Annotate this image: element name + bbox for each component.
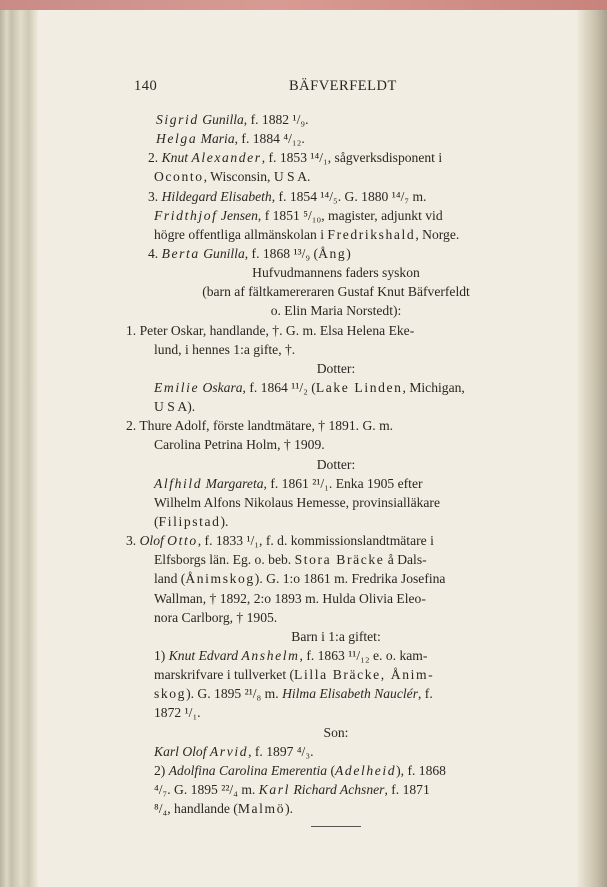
text-line xyxy=(126,416,546,435)
text-run: Fredrikshald xyxy=(327,226,416,242)
text-line xyxy=(126,244,546,263)
text-run: Adelheid xyxy=(335,762,397,778)
text-line xyxy=(126,780,546,799)
text-run: Alexander xyxy=(191,150,262,166)
text-line xyxy=(126,531,546,550)
text-line xyxy=(126,435,546,454)
text-run: 3. xyxy=(126,533,140,549)
text-run: Ång xyxy=(318,245,347,261)
text-run: , f. 1861 ²¹/₁. Enka 1905 efter xyxy=(263,475,423,491)
text-run: , f. 1882 ¹/₉. xyxy=(243,112,309,127)
text-run: Fridthjof xyxy=(154,207,218,223)
text-run: , f. 1854 ¹⁴/₅. G. 1880 ¹⁴/₇ m. xyxy=(271,188,427,204)
closing-rule xyxy=(311,826,361,827)
text-run: Knut xyxy=(168,647,196,663)
text-run: skog xyxy=(154,686,187,702)
text-line xyxy=(126,397,546,416)
text-run: Jensen xyxy=(220,207,258,223)
text-run: Wilhelm Alfons Nikolaus Hemesse, provinsialläkare xyxy=(154,494,440,510)
text-line xyxy=(126,206,546,225)
text-line xyxy=(126,723,546,742)
text-run: Oconto xyxy=(154,169,204,185)
text-run: 2) xyxy=(154,762,169,778)
text-run: marskrifvare i tullverket ( xyxy=(154,667,295,683)
text-run: Alfhild xyxy=(154,475,203,491)
text-run: Knut xyxy=(161,150,189,166)
page-number: 140 xyxy=(134,78,158,94)
text-run: , f. 1897 ⁴/₃. xyxy=(248,743,314,759)
text-run: högre offentliga allmänskolan i xyxy=(154,226,328,242)
text-line xyxy=(126,569,546,588)
text-run: 2. xyxy=(148,150,162,166)
text-run: ). xyxy=(285,801,294,817)
text-run: ). G. 1:o 1861 m. Fredrika Josefina xyxy=(254,571,446,587)
text-run: 4. xyxy=(148,245,162,261)
text-run: Gunilla xyxy=(202,112,244,127)
text-line xyxy=(126,225,546,244)
book-page xyxy=(38,10,577,887)
text-run: o. Elin Maria Norstedt): xyxy=(270,303,402,319)
text-run: , f. 1833 ¹/₁, f. d. kommissionslandtmätare i xyxy=(197,533,434,549)
text-run: 1. Peter Oskar, handlande, †. G. m. Elsa Helena Eke- xyxy=(126,322,415,338)
text-run: , f 1851 ⁵/₁₀, magister, adjunkt vid xyxy=(257,207,443,223)
text-run: Berta xyxy=(161,245,200,261)
text-line xyxy=(126,340,546,359)
text-line xyxy=(126,474,546,493)
text-line xyxy=(126,282,546,301)
text-run: , Norge. xyxy=(415,226,460,242)
text-run: Adolfina Carolina Emerentia xyxy=(168,762,328,778)
text-run: Helga xyxy=(156,131,198,147)
text-run: 3. xyxy=(148,188,162,204)
text-line xyxy=(126,321,546,340)
text-line xyxy=(126,742,546,761)
text-run: , Wisconsin, U S A. xyxy=(203,169,311,185)
text-line xyxy=(126,110,546,129)
text-run: (barn af fältkamereraren Gustaf Knut Bäfverfeldt xyxy=(202,284,470,300)
text-run: Emilie xyxy=(154,379,200,395)
text-run: ⁴/₇. G. 1895 ²²/₄ m. xyxy=(154,781,259,797)
text-line xyxy=(126,684,546,703)
text-run: Anshelm xyxy=(241,647,300,663)
text-run: Ånimskog xyxy=(185,571,255,587)
text-run: , f. 1863 ¹¹/₁₂ e. o. kam- xyxy=(299,647,428,663)
text-run: Gunilla xyxy=(203,245,245,261)
text-run: Olof xyxy=(139,533,164,549)
text-run: Son: xyxy=(323,724,349,740)
text-run: Wallman, † 1892, 2:o 1893 m. Hulda Olivia Eleo- xyxy=(154,590,426,606)
text-line xyxy=(126,148,546,167)
text-run: Edvard xyxy=(198,647,239,663)
text-line xyxy=(126,550,546,569)
text-run: ) xyxy=(346,245,351,261)
text-line xyxy=(126,761,546,780)
text-run: Karl Olof xyxy=(154,743,207,759)
text-line xyxy=(126,455,546,474)
text-run: å Dals- xyxy=(384,552,427,568)
text-run: 1) xyxy=(154,647,169,663)
text-run: 1872 ¹/₁. xyxy=(154,705,201,721)
text-run: Otto xyxy=(167,533,198,549)
text-run: Hufvudmannens faders syskon xyxy=(252,265,420,281)
text-run: Dotter: xyxy=(316,360,356,376)
text-run: Elfsborgs län. Eg. o. beb. xyxy=(154,552,295,568)
text-run: ). xyxy=(220,513,229,529)
text-line xyxy=(126,493,546,512)
text-run: ( xyxy=(327,762,336,778)
text-run: Malmö xyxy=(237,801,286,817)
text-line xyxy=(126,301,546,320)
text-run: ). G. 1895 ²¹/₈ m. xyxy=(186,686,283,702)
text-run: Hildegard Elisabeth xyxy=(161,188,272,204)
text-run: land ( xyxy=(154,571,186,587)
text-run: , f. 1871 xyxy=(384,781,430,797)
text-run: , f. 1884 ⁴/₁₂. xyxy=(234,131,305,147)
text-run: Lilla Bräcke, Ånim- xyxy=(294,667,435,683)
book-gutter xyxy=(0,10,38,887)
text-run: Karl xyxy=(258,781,291,797)
text-line xyxy=(126,703,546,722)
text-line xyxy=(126,167,546,186)
running-head: BÄFVERFELDT xyxy=(289,78,397,94)
text-line xyxy=(126,799,546,818)
text-run: Richard Achsner xyxy=(293,781,385,797)
text-run: , f. 1853 ¹⁴/₁, sågverksdisponent i xyxy=(261,150,443,166)
text-run: Hilma Elisabeth Nauclér xyxy=(282,686,418,702)
book-page-edges xyxy=(577,10,607,887)
text-run: Carolina Petrina Holm, † 1909. xyxy=(154,437,325,453)
text-run: Dotter: xyxy=(316,456,356,472)
text-line xyxy=(126,608,546,627)
text-run: , f. 1868 ¹³/₉ ( xyxy=(244,245,319,261)
text-run: , Michigan, xyxy=(402,379,465,395)
text-line xyxy=(126,263,546,282)
text-run: ), f. 1868 xyxy=(396,762,446,778)
text-run: , f. 1864 ¹¹/₂ ( xyxy=(242,379,316,395)
text-run: Sigrid xyxy=(156,112,199,127)
text-run: Oskara xyxy=(202,379,243,395)
text-line xyxy=(126,589,546,608)
text-run: nora Carlborg, † 1905. xyxy=(154,609,278,625)
text-run: Maria xyxy=(200,131,235,147)
text-run: Lake Linden xyxy=(315,379,403,395)
text-line xyxy=(126,512,546,531)
text-run: Arvid xyxy=(209,743,249,759)
text-line xyxy=(126,665,546,684)
text-run: ( xyxy=(154,513,159,529)
genealogy-text xyxy=(126,110,546,827)
text-run: Barn i 1:a giftet: xyxy=(291,628,381,644)
book-top-edge xyxy=(0,0,607,10)
text-run: 2. Thure Adolf, förste landtmätare, † 1891. G. m. xyxy=(126,418,394,434)
text-line xyxy=(126,378,546,397)
text-run: U S A). xyxy=(154,399,196,415)
text-line xyxy=(126,187,546,206)
text-run: Filipstad xyxy=(158,513,221,529)
page-header xyxy=(38,78,577,98)
text-line xyxy=(126,129,546,148)
text-line xyxy=(126,359,546,378)
text-line xyxy=(126,646,546,665)
text-run: Stora Bräcke xyxy=(294,552,385,568)
text-run: lund, i hennes 1:a gifte, †. xyxy=(154,341,296,357)
text-run: , f. xyxy=(418,686,433,702)
text-line xyxy=(126,627,546,646)
text-run: ⁸/₄, handlande ( xyxy=(154,801,238,817)
text-run: Margareta xyxy=(205,475,264,491)
